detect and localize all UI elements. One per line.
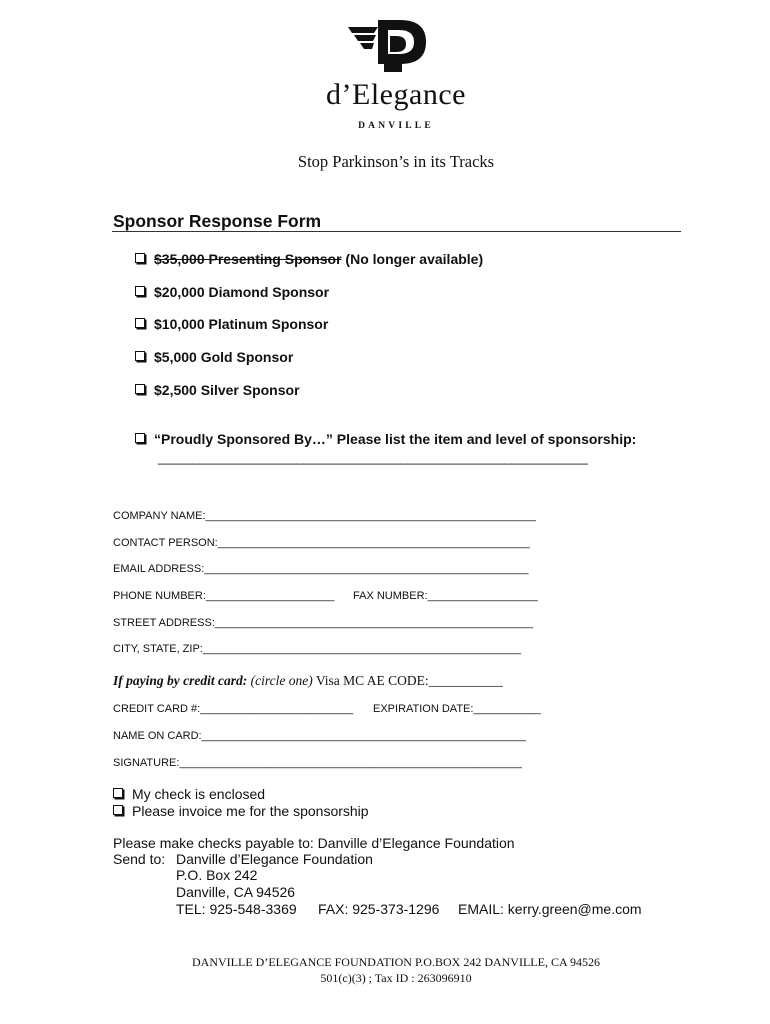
payment-option-label: My check is enclosed	[132, 786, 266, 802]
email-address-field[interactable]: EMAIL ADDRESS:_____________________________________________________	[113, 563, 529, 575]
checkbox-icon[interactable]	[135, 286, 145, 296]
checkbox-icon[interactable]	[135, 253, 145, 263]
payment-option-check[interactable]	[113, 786, 265, 802]
expiration-date-field[interactable]: EXPIRATION DATE:___________	[373, 703, 541, 715]
name-on-card-field[interactable]: NAME ON CARD:_____________________________________________________	[113, 730, 526, 742]
checkbox-icon[interactable]	[135, 318, 145, 328]
contact-person-field[interactable]: CONTACT PERSON:___________________________________________________	[113, 537, 530, 549]
phone-number-field[interactable]: PHONE NUMBER:_____________________	[113, 590, 335, 602]
proudly-sponsored-input-line[interactable]: ______________________________________________________________	[158, 450, 588, 465]
sponsor-option-diamond[interactable]	[135, 284, 329, 300]
sponsor-option-label: $5,000 Gold Sponsor	[154, 349, 294, 365]
form-title: Sponsor Response Form	[113, 211, 322, 231]
title-divider	[112, 231, 681, 232]
sponsor-option-proudly-sponsored[interactable]	[135, 431, 636, 447]
credit-card-options[interactable]: Visa MC AE CODE:___________	[312, 673, 503, 688]
contact-tel: TEL: 925-548-3369	[176, 901, 297, 917]
credit-card-number-field[interactable]: CREDIT CARD #:_________________________	[113, 703, 354, 715]
contact-fax: FAX: 925-373-1296	[318, 901, 440, 917]
credit-card-prompt: If paying by credit card:	[113, 673, 248, 688]
checks-payable-text: Please make checks payable to: Danville d’Elegance Foundation	[113, 835, 515, 851]
sponsor-option-note: (No longer available)	[341, 251, 484, 267]
checkbox-icon[interactable]	[113, 788, 123, 798]
credit-card-hint: (circle one)	[247, 673, 313, 688]
footer-address: DANVILLE D’ELEGANCE FOUNDATION P.O.BOX 242 DANVILLE, CA 94526	[192, 955, 600, 969]
sponsor-option-label: $35,000 Presenting Sponsor	[154, 251, 342, 267]
checkbox-icon[interactable]	[113, 805, 123, 815]
sponsor-option-label: $2,500 Silver Sponsor	[154, 382, 300, 398]
send-to-line: Danville d’Elegance Foundation	[176, 851, 373, 867]
street-address-field[interactable]: STREET ADDRESS:____________________________________________________	[113, 617, 533, 629]
brand-name: d’Elegance	[326, 78, 466, 111]
send-to-label: Send to:	[113, 851, 166, 867]
sponsor-option-label: $10,000 Platinum Sponsor	[154, 316, 329, 332]
contact-email[interactable]: EMAIL: kerry.green@me.com	[458, 901, 642, 917]
sponsor-option-label: “Proudly Sponsored By…” Please list the item and level of sponsorship:	[154, 431, 637, 447]
delegance-logo-icon	[344, 16, 428, 76]
footer-tax-id: 501(c)(3) ; Tax ID : 263096910	[320, 971, 472, 985]
tagline: Stop Parkinson’s in its Tracks	[297, 152, 495, 171]
sponsor-option-presenting[interactable]	[135, 251, 483, 267]
city-state-zip-field[interactable]: CITY, STATE, ZIP:____________________________________________________	[113, 643, 521, 655]
checkbox-icon[interactable]	[135, 384, 145, 394]
payment-option-invoice[interactable]	[113, 803, 369, 819]
sponsor-option-label: $20,000 Diamond Sponsor	[154, 284, 330, 300]
checkbox-icon[interactable]	[135, 433, 145, 443]
send-to-line: P.O. Box 242	[176, 867, 258, 883]
fax-number-field[interactable]: FAX NUMBER:__________________	[353, 590, 538, 602]
brand-city: DANVILLE	[358, 121, 434, 131]
checkbox-icon[interactable]	[135, 351, 145, 361]
sponsor-option-gold[interactable]	[135, 349, 293, 365]
signature-field[interactable]: SIGNATURE:________________________________________________________	[113, 757, 523, 769]
sponsor-option-platinum[interactable]	[135, 316, 328, 332]
company-name-field[interactable]: COMPANY NAME:______________________________________________________	[113, 510, 536, 522]
send-to-line: Danville, CA 94526	[176, 884, 296, 900]
credit-card-type-row[interactable]	[113, 673, 503, 689]
sponsor-option-silver[interactable]	[135, 382, 300, 398]
payment-option-label: Please invoice me for the sponsorship	[132, 803, 369, 819]
